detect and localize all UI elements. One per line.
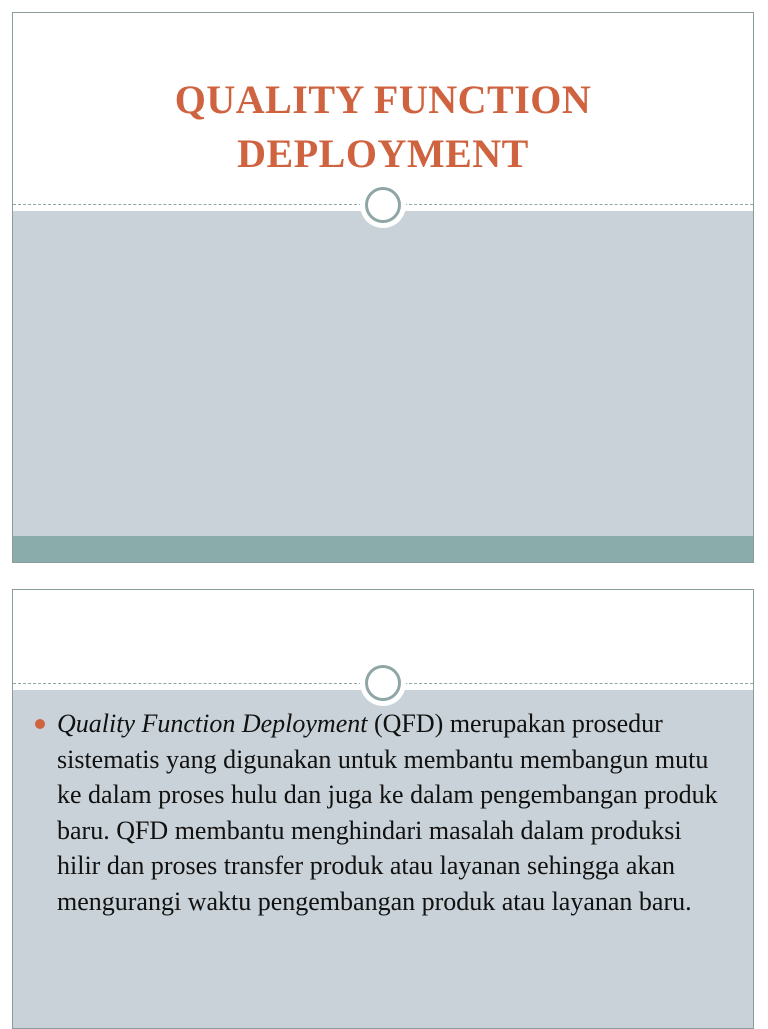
bullet-dot-icon — [35, 719, 45, 729]
slide-title — [13, 73, 753, 181]
content-slide — [12, 589, 754, 1029]
bullet-term: Quality Function Deployment — [57, 709, 368, 738]
slide-title-line-1: QUALITY FUNCTION — [174, 77, 592, 122]
slide-body — [13, 211, 753, 536]
title-slide — [12, 12, 754, 563]
bullet-list — [35, 706, 731, 919]
footer-band — [13, 536, 753, 562]
list-item — [35, 706, 731, 919]
bullet-text: (QFD) merupakan prosedur sistematis yang digunakan untuk membantu membangun mutu ke dalam proses hulu dan juga ke dalam pengembangan produk baru. QFD membantu menghindari masalah dalam produksi hilir dan proses transfer produk atau layanan sehingga akan mengurangi waktu pengembangan produk atau layanan baru. — [57, 709, 718, 916]
circle-ring-icon — [360, 660, 406, 706]
title-area — [13, 13, 753, 205]
slide-title-line-2: DEPLOYMENT — [237, 131, 529, 176]
circle-ring-icon — [360, 182, 406, 228]
